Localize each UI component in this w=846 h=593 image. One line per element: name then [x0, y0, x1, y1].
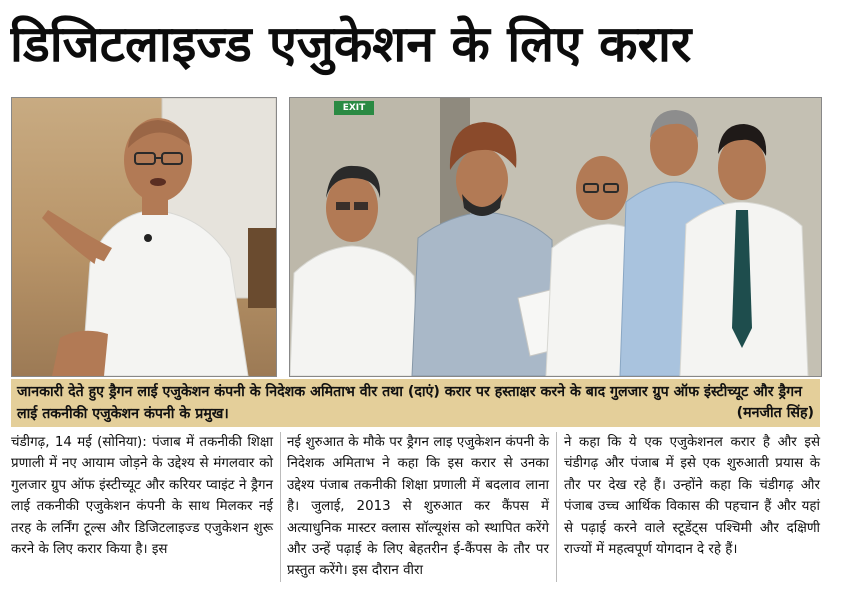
caption-text: जानकारी देते हुए ड्रैगन लाई एजुकेशन कंपनी के निदेशक अमिताभ वीर तथा (दाएं) करार पर हस्ताक्षर करने के बाद गुलजार ग्रुप ऑफ इंस्टीच्यूट और ड्रैगन लाई तकनीकी एजुकेशन कंपनी के प्रमुख।: [17, 384, 802, 422]
article-column-1: चंडीगढ़, 14 मई (सोनिया): पंजाब में तकनीकी शिक्षा प्रणाली में नए आयाम जोड़ने के उद्देश्य से मंगलवार को गुलजार ग्रुप ऑफ इंस्टीच्यूट और करियर प्वाइंट ने ड्रैगन लाई तकनीकी एजुकेशन कंपनी के साथ मिलकर नई तरह के लर्निंग टूल्स और डिजिटलाइज्ड एजुकेशन शुरू करने के लिए करार किया है। इस: [11, 435, 273, 558]
photo-agreement-group: [289, 97, 822, 377]
photo-speaker: [11, 97, 277, 377]
headline: डिजिटलाइज्ड एजुकेशन के लिए करार: [10, 15, 692, 73]
photo-caption: [11, 379, 820, 427]
group-illustration: [290, 98, 821, 376]
speaker-illustration: [12, 98, 276, 376]
column-divider: [556, 432, 557, 582]
photo-credit: (मनजीत सिंह): [736, 405, 814, 421]
article-column-2: नई शुरुआत के मौके पर ड्रैगन लाइ एजुकेशन कंपनी के निदेशक अमिताभ ने कहा कि इस करार से उनका उद्देश्य पंजाब तकनीकी शिक्षा प्रणाली में बदलाव लाना है। जुलाई, 2013 से शुरुआत कर कैंपस में अत्याधुनिक मास्टर क्लास सॉल्यूशंस को स्थापित करेंगे और उन्हें पढ़ाई के लिए बेहतरीन ई-कैंपस के तौर पर प्रस्तुत करेंगे। इस दौरान वीरा: [287, 435, 549, 579]
column-divider: [280, 432, 281, 582]
exit-sign: EXIT: [334, 101, 374, 115]
article-column-3: ने कहा कि ये एक एजुकेशनल करार है और इसे चंडीगढ़ और पंजाब में इसे एक शुरुआती प्रयास के तौर पर देख रहे हैं। उन्होंने कहा कि चंडीगढ़ और पंजाब उच्च आर्थिक विकास की पहचान हैं और यहां से पढ़ाई करने वाले स्टूडेंट्स पश्चिमी और दक्षिणी राज्यों में महत्वपूर्ण योगदान दे रहे हैं।: [564, 435, 820, 558]
